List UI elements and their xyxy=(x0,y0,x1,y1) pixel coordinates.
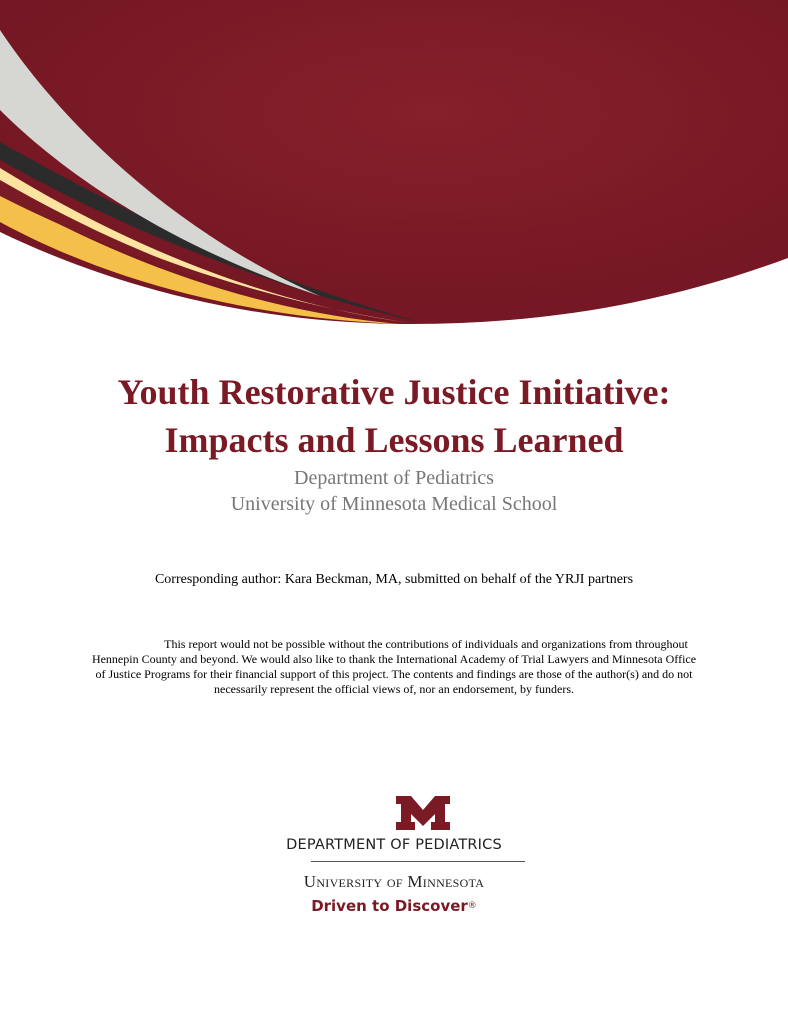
report-title-line-2: Impacts and Lessons Learned xyxy=(164,420,624,460)
report-title-line-1: Youth Restorative Justice Initiative: xyxy=(117,372,671,412)
logo-divider xyxy=(311,861,525,862)
registered-mark: ® xyxy=(467,901,477,911)
logo-tagline-text: Driven to Discover xyxy=(311,897,468,915)
author-note: Corresponding author: Kara Beckman, MA, submitted on behalf of the YRJI partners xyxy=(154,572,634,587)
logo-university: University of Minnesota xyxy=(303,872,485,891)
acknowledgment-text: This report would not be possible without the contributions of individuals and organizations from throughout Hennepin County and beyond. We would also like to thank the International Academy of Trial Lawyers and Minnesota Office of Justice Programs for their financial support of this project. The contents and findings are those of the author(s) and do not necessarily represent the official views of, nor an endorsement, by funders. xyxy=(91,637,697,696)
block-m-icon xyxy=(396,796,450,830)
acknowledgment-paragraph xyxy=(88,637,700,697)
logo-department: DEPARTMENT OF PEDIATRICS xyxy=(286,837,502,853)
logo-tagline xyxy=(0,896,788,916)
subtitle-department: Department of Pediatrics xyxy=(294,467,494,489)
header-banner xyxy=(0,0,788,340)
banner-maroon-field xyxy=(0,0,788,324)
subtitle-university: University of Minnesota Medical School xyxy=(230,493,558,515)
